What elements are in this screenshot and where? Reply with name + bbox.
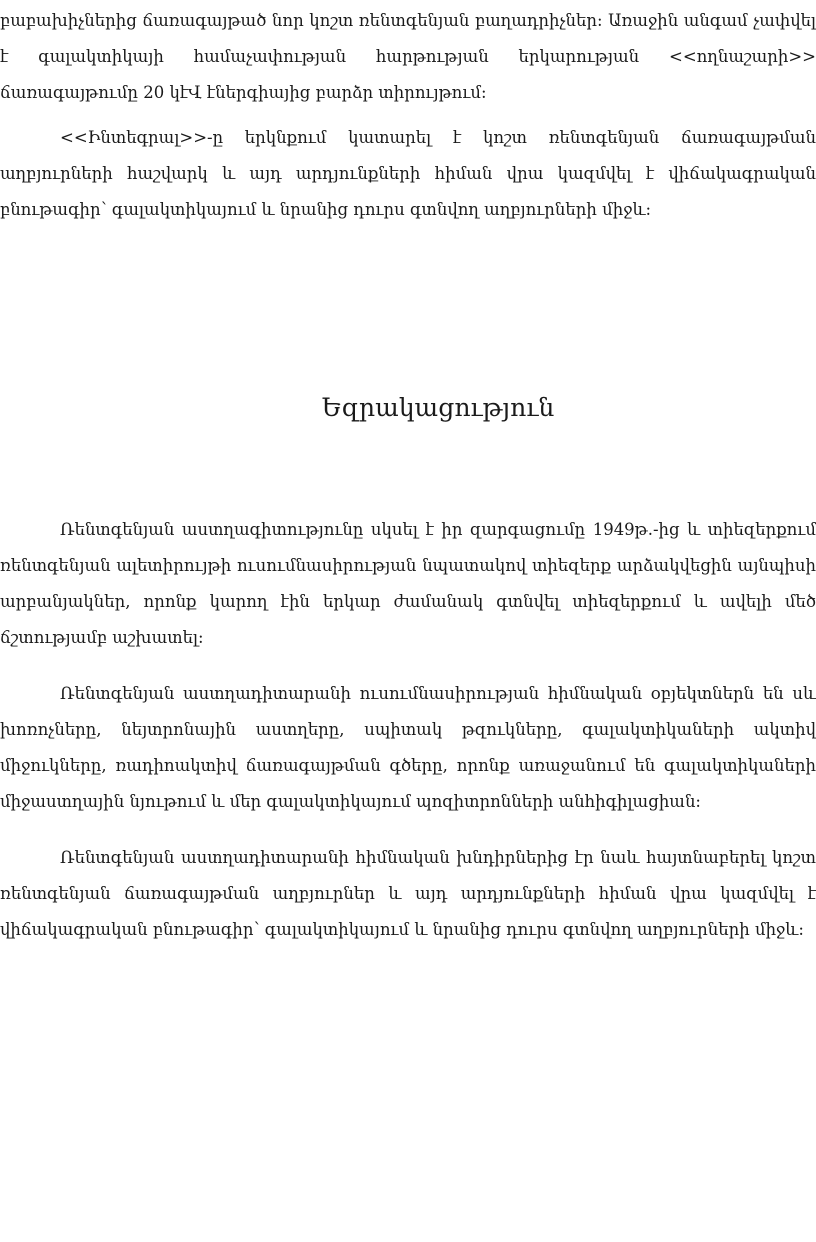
paragraph-integral-survey: <<Ինտեգրալ>>-ը երկնքում կատարել է կոշտ ռենտգենյան ճառագայթման աղբյուրների հաշվարկ և այդ արդյունքների հիման վրա կազմվել է վիճակագրական բնութագիր՝ գալակտիկայում և նրանից դուրս գտնվող աղբյուրների միջև: — [0, 128, 816, 219]
paragraph-objects: Ռենտգենյան աստղադիտարանի ուսումնասիրության հիմնական օբյեկտներն են սև խոռոչները, նեյտրոնային աստղերը, սպիտակ թզուկները, գալակտիկաների ակտիվ միջուկները, ռադիոակտիվ ճառագայթման գծերը, որոնք առաջանում են գալակտիկաների միջաստղային նյութում և մեր գալակտիկայում պոզիտրոնների անհիգիլացիան: — [0, 684, 816, 811]
section-heading-conclusion: Եզրակացություն — [321, 393, 555, 422]
paragraph-history: Ռենտգենյան աստղագիտությունը սկսել է իր զարգացումը 1949թ.-ից և տիեզերքում ռենտգենյան ալետիրույթի ուսումնասիրության նպատակով տիեզերք արձակվեցին այնպիսի արբանյակներ, որոնք կարող էին երկար ժամանակ գտնվել տիեզերքում և ավելի մեծ ճշտությամբ աշխատել: — [0, 520, 816, 647]
paragraph-tasks: Ռենտգենյան աստղադիտարանի հիմնական խնդիրներից էր նաև հայտնաբերել կոշտ ռենտգենյան ճառագայթման աղբյուրներ և այդ արդյունքների հիման վրա կազմվել է վիճակագրական բնութագիր՝ գալակտիկայում և նրանից դուրս գտնվող աղբյուրների միջև: — [0, 848, 816, 939]
paragraph-continued: բաբախիչներից ճառագայթած նոր կոշտ ռենտգենյան բաղադրիչներ: Առաջին անգամ չափվել է գալակտիկայի համաչափության հարթության երկարության <<ողնաշարի>> ճառագայթումը 20 կէՎ էներգիայից բարձր տիրույթում: — [0, 11, 816, 102]
